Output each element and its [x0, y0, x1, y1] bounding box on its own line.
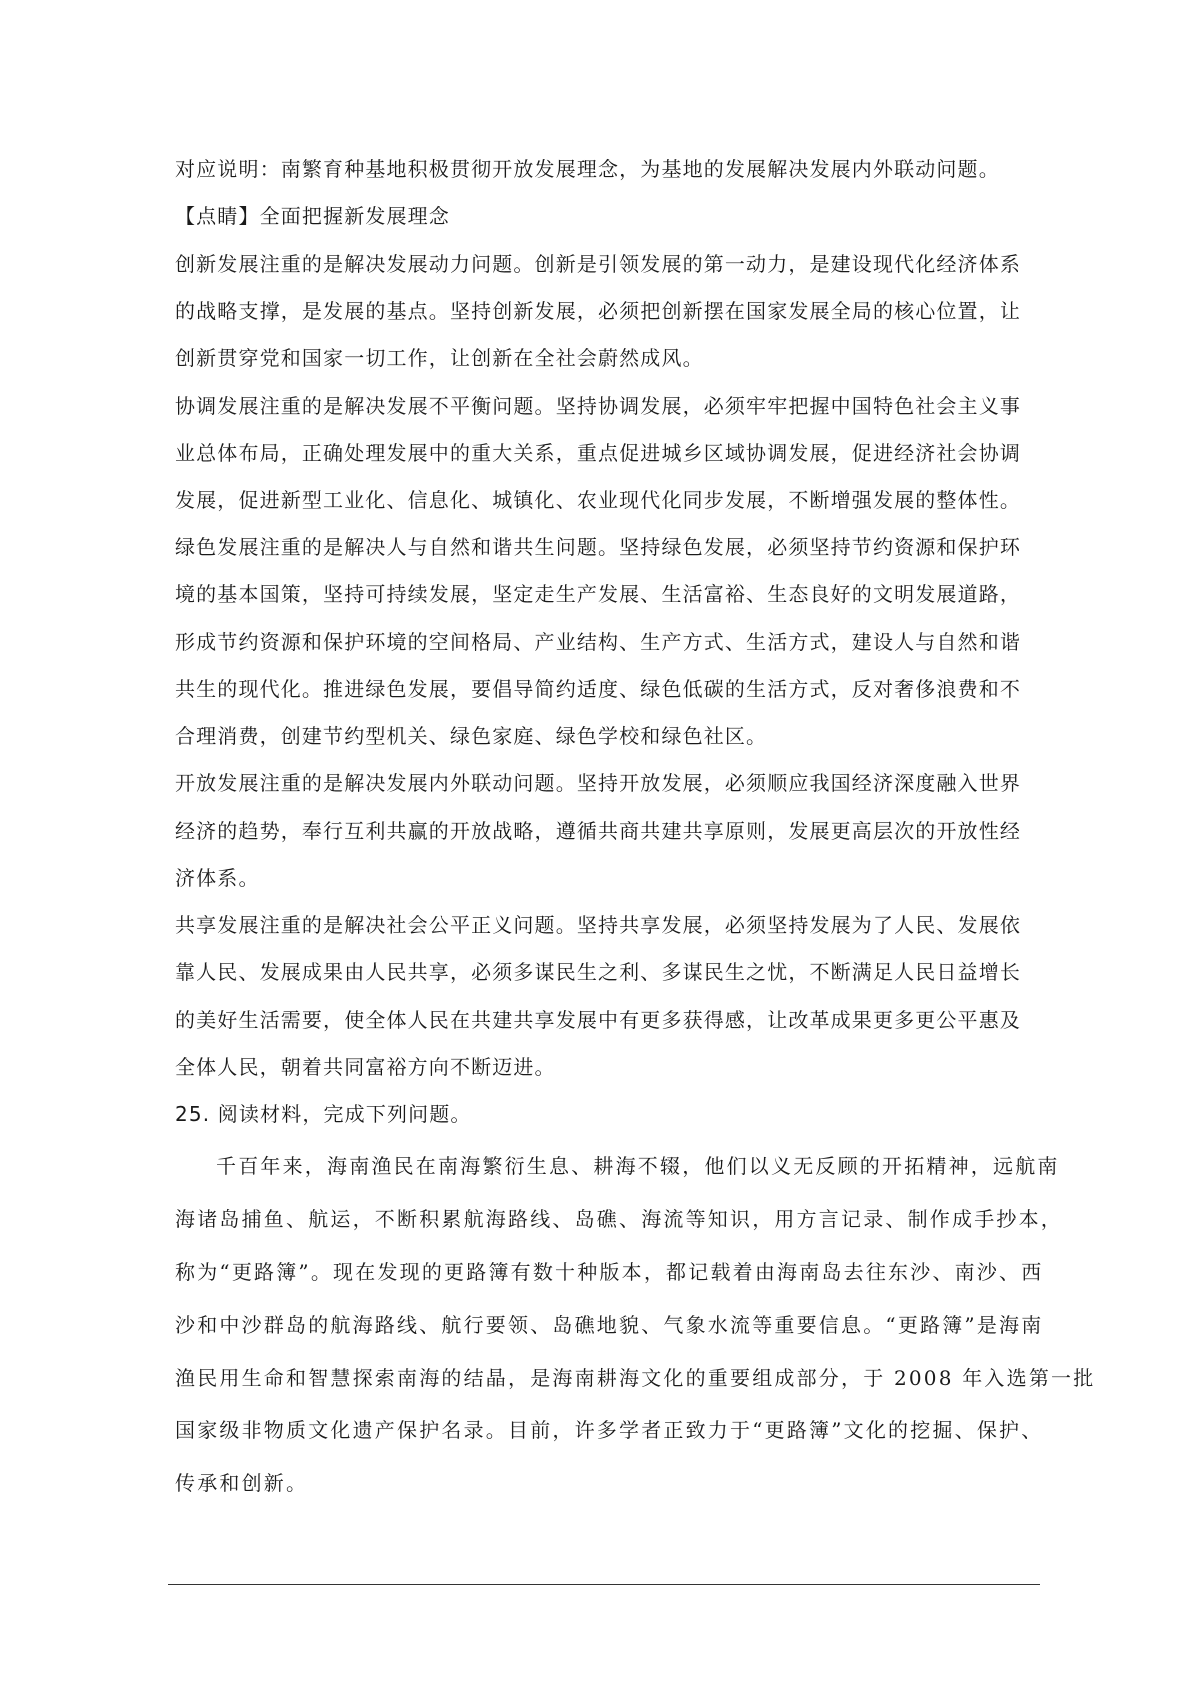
innovation-paragraph-line: 的战略支撑，是发展的基点。坚持创新发展，必须把创新摆在国家发展全局的核心位置，让 — [175, 299, 1021, 323]
footer-divider — [168, 1584, 1040, 1585]
question-25-heading: 25. 阅读材料，完成下列问题。 — [175, 1102, 472, 1126]
tip-heading: 【点睛】全面把握新发展理念 — [175, 204, 450, 228]
green-paragraph-line: 共生的现代化。推进绿色发展，要倡导简约适度、绿色低碳的生活方式，反对奢侈浪费和不 — [175, 677, 1021, 701]
material-paragraph-line: 海诸岛捕鱼、航运，不断积累航海路线、岛礁、海流等知识，用方言记录、制作成手抄本， — [175, 1207, 1063, 1231]
openness-paragraph-line: 开放发展注重的是解决发展内外联动问题。坚持开放发展，必须顺应我国经济深度融入世界 — [175, 771, 1021, 795]
coordination-paragraph-line: 发展，促进新型工业化、信息化、城镇化、农业现代化同步发展，不断增强发展的整体性。 — [175, 488, 1021, 512]
coordination-paragraph-line: 协调发展注重的是解决发展不平衡问题。坚持协调发展，必须牢牢把握中国特色社会主义事 — [175, 394, 1021, 418]
material-paragraph-line: 沙和中沙群岛的航海路线、航行要领、岛礁地貌、气象水流等重要信息。“更路簿”是海南 — [175, 1313, 1044, 1337]
green-paragraph-line: 形成节约资源和保护环境的空间格局、产业结构、生产方式、生活方式，建设人与自然和谐 — [175, 630, 1021, 654]
innovation-paragraph-line: 创新贯穿党和国家一切工作，让创新在全社会蔚然成风。 — [175, 346, 704, 370]
green-paragraph-line: 合理消费，创建节约型机关、绿色家庭、绿色学校和绿色社区。 — [175, 724, 768, 748]
material-paragraph-line: 称为“更路簿”。现在发现的更路簿有数十种版本，都记载着由海南岛去往东沙、南沙、西 — [175, 1260, 1044, 1284]
material-paragraph-line: 国家级非物质文化遗产保护名录。目前，许多学者正致力于“更路簿”文化的挖掘、保护、 — [175, 1418, 1044, 1442]
innovation-paragraph-line: 创新发展注重的是解决发展动力问题。创新是引领发展的第一动力，是建设现代化经济体系 — [175, 252, 1021, 276]
sharing-paragraph-line: 靠人民、发展成果由人民共享，必须多谋民生之利、多谋民生之忧，不断满足人民日益增长 — [175, 960, 1021, 984]
openness-paragraph-line: 济体系。 — [175, 866, 260, 890]
green-paragraph-line: 境的基本国策，坚持可持续发展，坚定走生产发展、生活富裕、生态良好的文明发展道路， — [175, 582, 1021, 606]
material-paragraph-line: 传承和创新。 — [175, 1471, 309, 1495]
sharing-paragraph-line: 全体人民，朝着共同富裕方向不断迈进。 — [175, 1055, 556, 1079]
answer-explanation: 对应说明：南繁育种基地积极贯彻开放发展理念，为基地的发展解决发展内外联动问题。 — [175, 157, 1000, 181]
coordination-paragraph-line: 业总体布局，正确处理发展中的重大关系，重点促进城乡区域协调发展，促进经济社会协调 — [175, 441, 1021, 465]
material-paragraph-line: 千百年来，海南渔民在南海繁衍生息、耕海不辍，他们以义无反顾的开拓精神，远航南 — [216, 1154, 1060, 1178]
sharing-paragraph-line: 的美好生活需要，使全体人民在共建共享发展中有更多获得感，让改革成果更多更公平惠及 — [175, 1008, 1021, 1032]
sharing-paragraph-line: 共享发展注重的是解决社会公平正义问题。坚持共享发展，必须坚持发展为了人民、发展依 — [175, 913, 1021, 937]
openness-paragraph-line: 经济的趋势，奉行互利共赢的开放战略，遵循共商共建共享原则，发展更高层次的开放性经 — [175, 819, 1021, 843]
green-paragraph-line: 绿色发展注重的是解决人与自然和谐共生问题。坚持绿色发展，必须坚持节约资源和保护环 — [175, 535, 1021, 559]
material-paragraph-line: 渔民用生命和智慧探索南海的结晶，是海南耕海文化的重要组成部分，于 2008 年入选第一批 — [175, 1366, 1096, 1390]
